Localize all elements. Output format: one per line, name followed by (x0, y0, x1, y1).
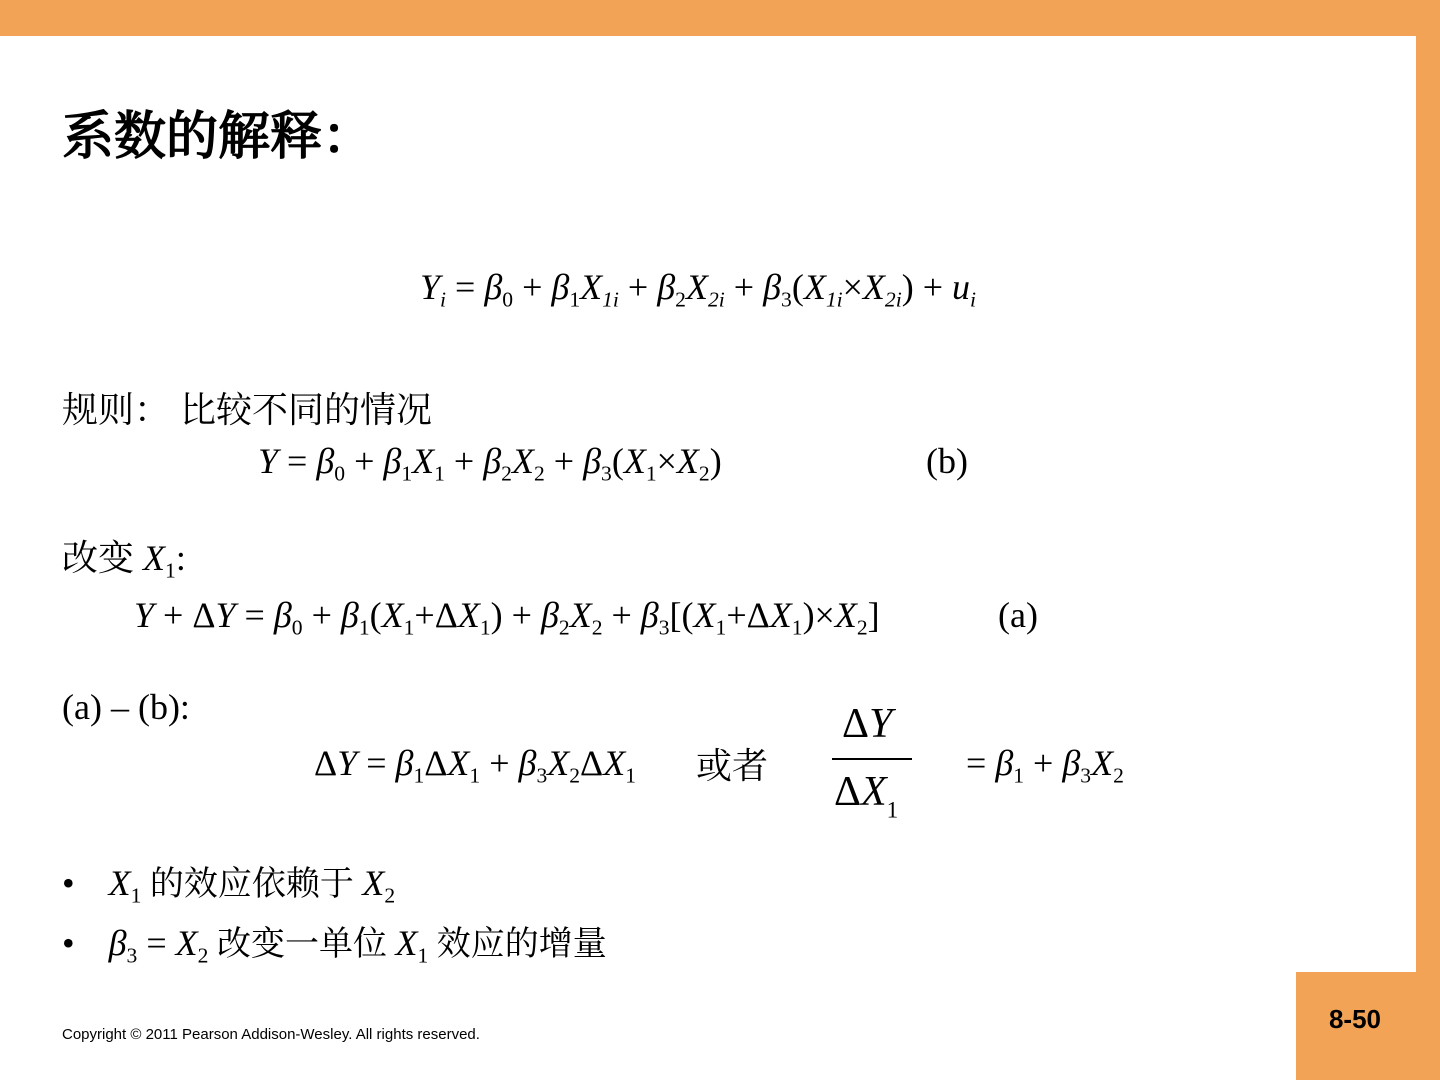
rule-text: 比较不同的情况 (180, 390, 433, 431)
equation-a: $Y + \Delta Y = \beta_0 + \beta_1(X_1+\Delta X_1) + \beta_2X_2 + \beta_3[(X_1+\Delta X_1)\times X_2]$ (134, 595, 880, 640)
change-label: 改变 (62, 538, 135, 579)
fraction-result: = $\beta_1 + \beta_3X_2$ (966, 743, 1124, 788)
top-accent-bar (0, 0, 1440, 36)
bullet-2: • $\beta_3 = X_2$ 改变一单位 $X_1$ 效应的增量 (62, 923, 607, 968)
or-text: 或者 (696, 746, 769, 787)
difference-label: (a) – (b): (62, 687, 190, 727)
fraction-denominator: $\Delta X_1$ (834, 769, 899, 823)
rule-line (62, 382, 432, 433)
page-number: 8-50 (1328, 1004, 1382, 1034)
bullet-2-text-end: 效应的增量 (436, 924, 607, 964)
rule-label: 规则： (62, 390, 171, 431)
bullet-1: • $X_1$ 的效应依赖于 $X_2$ (62, 863, 396, 908)
equation-b: $Y = \beta_0 + \beta_1X_1 + \beta_2X_2 + \beta_3(X_1\times X_2)$ (258, 441, 722, 486)
bullet-marker: • (62, 863, 75, 903)
bullet-1-text: 的效应依赖于 (149, 864, 354, 904)
delta-y-equation: $\Delta Y = \beta_1\Delta X_1 + \beta_3X_2\Delta X_1$ (314, 743, 636, 788)
bullet-marker: • (62, 923, 75, 963)
copyright-notice: Copyright © 2011 Pearson Addison-Wesley. All rights reserved. (62, 1026, 480, 1043)
equation-b-label: (b) (926, 441, 968, 481)
regression-equation: $Y_i = \beta_0 + \beta_1X_{1i} + \beta_2X_{2i} + \beta_3(X_{1i}\times X_{2i}) + u_i$ (420, 267, 977, 312)
fraction-numerator: ΔY (842, 701, 893, 747)
change-x1-line: 改变 $X_1$: (62, 538, 186, 583)
slide-title: 系数的解释： (62, 107, 375, 167)
bullet-2-text-mid: 改变一单位 (216, 924, 387, 964)
fraction-bar (832, 758, 912, 760)
equation-a-label: (a) (998, 595, 1038, 635)
right-accent-bar (1416, 0, 1440, 1080)
